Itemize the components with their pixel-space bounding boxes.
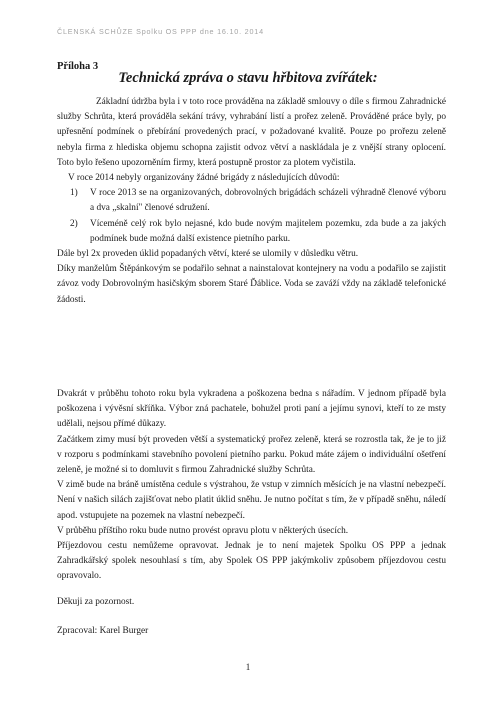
list-item-number: 1) [70,188,78,199]
paragraph-fence-repair: V průběhu příštího roku bude nutno provést opravu plotu v některých úsecích. [57,525,349,536]
paragraph-winter-warning: V zimě bude na bráně umístěna cedule s výstrahou, že vstup v zimních měsících je na vlastní nebezpečí. Není v našich silách zajišťovat nebo platit úklid sněhu. Je nutno počítat s tím, že v případě sněhu, náledí apod. vstupujete na pozemek na vlastní nebezpečí. [57,480,446,521]
paragraph-branch-cleanup: Dále byl 2x proveden úklid popadaných větví, které se ulomily v důsledku větru. [57,249,359,260]
paragraph-greenery-pruning: Začátkem zimy musí být proveden větší a systematický prořez zeleně, která se rozrostla tak, že je to již v rozporu s podmínkami stavebního povolení pietního parku. Pokud máte zájem o individuální ošetření zeleně, je možné si to domluvit s firmou Zahradnické služby Schrůta. [57,434,446,476]
closing-thanks: Děkuji za pozornost. [57,597,135,607]
paragraph-water-containers: Díky manželům Štěpánkovým se podařilo sehnat a nainstalovat kontejnery na vodu a podařilo se zajistit závoz vody Dobrovolným hasičským sborem Staré Ďáblice. Voda se zaváží vždy na základě telefonické žádosti. [57,264,446,305]
list-item-text: V roce 2013 se na organizovaných, dobrovolných brigádách scházeli výhradně členové výboru a dva „skalní" členové sdružení. [90,188,446,214]
page-number: 1 [245,662,251,672]
meeting-header: ČLENSKÁ SCHŮZE Spolku OS PPP dne 16.10. 2014 [57,27,264,36]
paragraph-brigades-intro: V roce 2014 nebyly organizovány žádné brigády z následujících důvodů: [68,173,340,184]
appendix-label: Příloha 3 [57,61,99,72]
report-title: Technická zpráva o stavu hřbitova zvířátek: [118,70,378,86]
list-item-text: Víceméně celý rok bylo nejasné, kdo bude novým majitelem pozemku, zda bude a za jakých podmínek bude možná další existence pietního parku. [90,218,446,244]
list-item-number: 2) [70,218,78,229]
paragraph-theft: Dvakrát v průběhu tohoto roku byla vykradena a poškozena bedna s nářadím. V jednom případě byla poškozena i vývěsní skříňka. Výbor zná pachatele, bohužel proti paní a jejímu synovi, kteří to ze msty udělali, nejsou přímé důkazy. [57,389,446,430]
report-body-upper [57,95,446,308]
paragraph-access-road: Příjezdovou cestu nemůžeme opravovat. Jednak je to není majetek Spolku OS PPP a jednak Zahradkářský spolek nesouhlasí s tím, aby Spolek OS PPP jakýmkoliv způsobem příjezdovou cestu opravovalo. [57,541,446,582]
list-item [57,217,446,247]
paragraph-maintenance: Základní údržba byla i v toto roce prováděna na základě smlouvy o díle s firmou Zahradnické služby Schrůta, která prováděla sekání trávy, vyhrabání listí a prořez zeleně. Prováděné práce byly, po upřesnění podmínek o přebírání provedených prací, v požadované kvalitě. Pouze po prořezu zeleně nebyla firma z hlediska objemu schopna zajistit odvoz větví a naskládala je z vnější strany oplocení. Toto bylo řešeno upozorněním firmy, která postupně prostor za plotem vyčistila. [57,97,446,168]
reasons-list [57,186,446,247]
report-body-lower [57,387,446,585]
closing-author: Zpracoval: Karel Burger [57,626,149,636]
list-item [57,186,446,216]
